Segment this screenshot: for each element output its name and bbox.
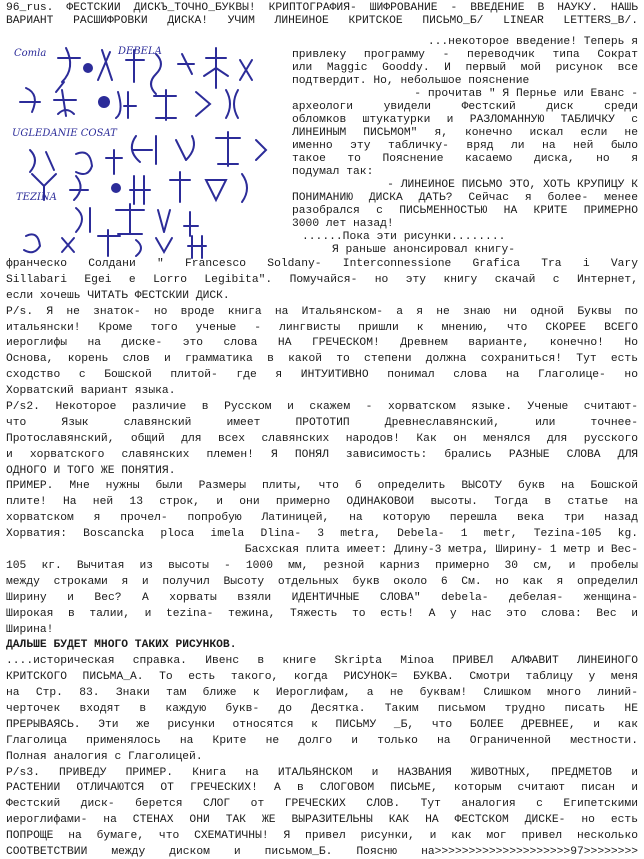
body-line-31: Глаголица применялось на Крите не долго и только на Ограниченной местности.	[6, 735, 638, 747]
intro-line-7: обломков штукатурки и РАЗЛОМАННУЮ ТАБЛИЧКУ с	[292, 114, 638, 126]
intro-line-5: - прочитав " Я Пернье или Еванс -	[414, 88, 638, 100]
body-line-29: черточек входят в каждую букв- до Десятка. Таким письмом трудно писать НЕ	[6, 703, 638, 715]
header-line-1: 96_rus. ФЕСТСКИЙ ДИСКЪ_ТОЧНО_БУКВЫ! КРИПТОГРАФИЯ- ШИФРОВАНИЕ - ВВЕДЕНИЕ В НАУКУ. НАШЬ	[6, 2, 638, 14]
body-line-21: между строками я и получил Высоту отдельных букв около 6 См. но как я определил	[6, 576, 638, 588]
body-line-14: ОДНОГО И ТОГО ЖЕ ПОНЯТИЯ.	[6, 465, 176, 477]
body-line-26: ....историческая справка. Ивенс в книге Skripta Minoa ПРИВЕЛ АЛФАВИТ ЛИНЕЙНОГО	[6, 655, 638, 667]
intro-line-14: разобрался с ПИСЬМЕННОСТЬЮ НА КРИТЕ ПРИМЕРНО	[292, 205, 638, 217]
body-line-32: Полная аналогия с Глаголицей.	[6, 751, 203, 763]
intro-line-3: или Maggic Gooddy. И первый мой рисунок все	[292, 62, 638, 74]
intro-line-12: - ЛИНЕЙНОЕ ПИСЬМО ЭТО, ХОТЬ КРУПИЦУ К	[387, 179, 638, 191]
body-line-18: Хорватия: Boscancka ploca imela Dlina- 3 metra, Debela- 1 metr, Tezina-105 kg.	[6, 528, 638, 540]
body-line-7: Основа, корень слов и грамматика в какой то степени должна сохраниться! Тут есть	[6, 353, 638, 365]
sketch-label-comla: Comla	[14, 48, 47, 59]
body-line-4: P/s. Я не знаток- но вроде книга на Итальянском- а я не знаю ни одной Буквы по	[6, 306, 638, 318]
intro-line-17: Я раньше анонсировал книгу-	[332, 244, 516, 256]
intro-line-15: 3000 лет назад!	[292, 218, 394, 230]
header-line-2: ВАРИАНТ РАСШИФРОВКИ ДИСКА! УЧИМ ЛИНЕЙНОЕ КРИТСКОЕ ПИСЬМО_Б/ LINEAR LETTERS_B/.	[6, 15, 638, 27]
body-line-37: ПОПРОЩЕ на бумаге, что СХЕМАТИЧНЫ! Я привел рисунки, и как мог привел несколько	[6, 830, 638, 842]
body-line-20: 105 кг. Вычитая из высоты - 1000 мм, резной карниз примерно 30 см, и пробелы	[6, 560, 638, 572]
body-line-12: Протославянский, общий для всех славянских народов! Как он менялся для русского	[6, 433, 638, 445]
body-line-8: сходство с Бошской плитой- где я ИНТУИТИВНО понимал слова на Глаголице- но	[6, 369, 638, 381]
sketch-label-debela: DEBELA	[118, 46, 162, 57]
body-line-13: и хорватского славянских племен! Я ПОНЯЛ зависимость: брались РАЗНЫЕ СЛОВА ДЛЯ	[6, 449, 638, 461]
intro-line-9: именно эту табличку- вряд ли на ней было	[292, 140, 638, 152]
body-line-30: ПРЕРЫВАЯСЬ. Эти же рисунки относятся к ПИСЬМУ _Б, что БОЛЕЕ ДРЕВНЕЕ, и как	[6, 719, 638, 731]
body-line-33: P/s3. ПРИВЕДУ ПРИМЕР. Книга на ИТАЛЬЯНСКОМ и НАЗВАНИЯ ЖИВОТНЫХ, ПРЕДМЕТОВ и	[6, 767, 638, 779]
body-line-11: что Язык славянский имеет ПРОТОТИП Древнеславянский, или точнее-	[6, 417, 638, 429]
body-line-35: Фестский диск- берется СЛОГ от ГРЕЧЕСКИХ СЛОВ. Тут аналогия с Египетскими	[6, 798, 638, 810]
intro-line-1: ...некоторое введение! Теперь я	[427, 36, 638, 48]
body-line-9: Хорватский вариант языка.	[6, 385, 176, 397]
body-line-25: ДАЛЬШЕ БУДЕТ МНОГО ТАКИХ РИСУНКОВ.	[6, 639, 237, 651]
sketch-label-tezina: TEZINA	[16, 192, 57, 203]
body-line-24: Ширина!	[6, 624, 54, 636]
body-line-19: Басхская плита имеет: Длину-3 метра, Ширину- 1 метр и Вес-	[244, 544, 638, 556]
intro-line-10: такое то Пояснение касаемо диска, но я	[292, 153, 638, 165]
intro-line-2: привлеку программу - переводчик типа Сократ	[292, 49, 638, 61]
body-line-3: если хочешь ЧИТАТЬ ФЕСТСКИЙ ДИСК.	[6, 290, 230, 302]
body-line-10: P/s2. Некоторое различие в Русском и скажем - хорватском языке. Ученые считают-	[6, 401, 638, 413]
intro-line-16: ......Пока эти рисунки........	[302, 231, 506, 243]
body-line-15: ПРИМЕР. Мне нужны были Размеры плиты, что б определить ВЫСОТУ букв на Бошской	[6, 480, 638, 492]
body-line-23: Широкая в талии, и tezina- тежина, Тяжесть то есть! А у нас это слова: Вес и	[6, 608, 638, 620]
intro-line-6: археологи увидели Фестский диск среди	[292, 101, 638, 113]
body-line-6: иероглифы на диске- это слова НА ГРЕЧЕСКОМ! Древнем варианте, конечно! Но	[6, 337, 638, 349]
body-line-38: СООТВЕТСТВИЙ между диском и письмом_Б. Поясню на>>>>>>>>>>>>>>>>>>>>97>>>>>>>>	[6, 846, 638, 858]
body-line-22: Ширину и Вес? А хорваты взяли ИДЕНТИЧНЫЕ СЛОВА" debela- дебелая- женщина-	[6, 592, 638, 604]
body-line-5: итальянски! Кроме того ученые - лингвисты пришли к мнению, что СКОРЕЕ ВСЕГО	[6, 322, 638, 334]
sketch-label-ugledanie: UGLEDANIE COSAT	[12, 128, 117, 139]
intro-line-13: ПОНИМАНИЮ ДИСКА ДАТЬ? Сейчас я более- менее	[292, 192, 638, 204]
intro-line-11: подумал так:	[292, 166, 374, 178]
body-line-28: на Стр. 83. Знаки там ближе к Иероглифам, а не буквам! Слишком много линий-	[6, 687, 638, 699]
body-line-1: франческо Солдани " Francesco Soldany- Interconnessione Grafica Tra i Vary	[6, 258, 638, 270]
body-line-2: Sillabari Egei e Lorro Legibita". Помучайся- но эту книгу скачай с Интернет,	[6, 274, 638, 286]
body-line-16: плите! На ней 13 строк, и они примерно ОДИНАКОВОЙ высоты. Тогда в статье на	[6, 496, 638, 508]
body-line-36: иероглифами- на СТЕНАХ ОНИ ТАК ЖЕ ВЫРАЗИТЕЛЬНЫ КАК НА ФЕСТСКОМ ДИСКЕ- но есть	[6, 814, 638, 826]
body-line-27: КРИТСКОГО ПИСЬМА_А. То есть такого, когда РИСУНОК= БУКВА. Смотри таблицу у меня	[6, 671, 638, 683]
intro-line-4: подтвердит. Но, небольшое пояснение	[292, 75, 530, 87]
body-line-17: хорватском я прочел- попробую Латиницей, на которую перешла века три назад	[6, 512, 638, 524]
body-line-34: РАСТЕНИЙ ОТЛИЧАЮТСЯ ОТ ГРЕЧЕСКИХ! А в СЛОГОВОМ ПИСЬМЕ, которым считают писан и	[6, 782, 638, 794]
intro-line-8: ЛИНЕЙНЫМ ПИСЬМОМ" я, конечно искал если не	[292, 127, 638, 139]
